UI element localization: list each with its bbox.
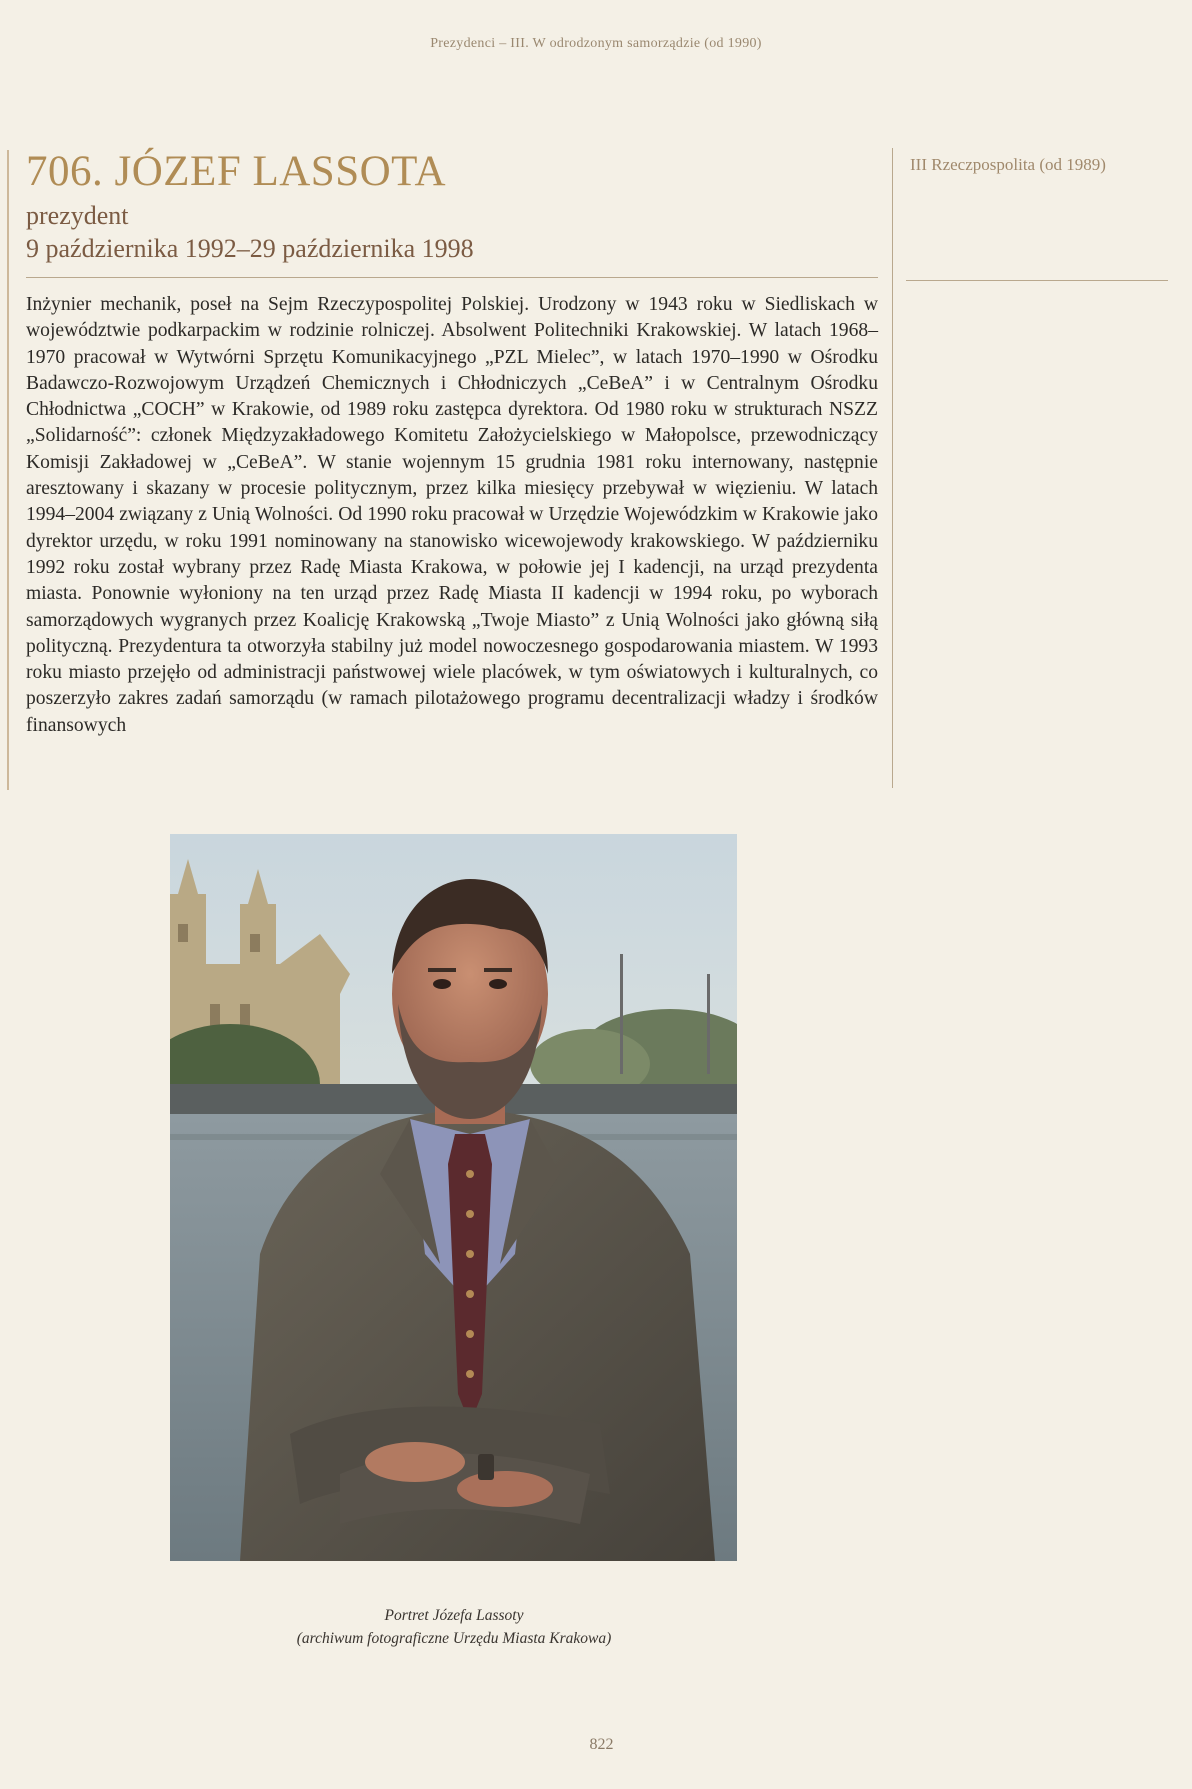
section-label-rule bbox=[906, 280, 1168, 281]
entry-title: 706. JÓZEF LASSOTA bbox=[26, 148, 447, 195]
column-divider bbox=[892, 148, 893, 788]
title-underline bbox=[26, 277, 878, 278]
portrait-photo bbox=[170, 834, 737, 1561]
biography-text: Inżynier mechanik, poseł na Sejm Rzeczypospolitej Polskiej. Urodzony w 1943 roku w Siedliskach w województwie podkarpackim w rodzinie rolniczej. Absolwent Politechniki Krakowskiej. W latach 1968–1970 pracował w Wytwórni Sprzętu Komunikacyjnego „PZL Mielec”, w latach 1970–1990 w Ośrodku Badawczo-Rozwojowym Urządzeń Chemicznych i Chłodniczych „CeBeA” i w Centralnym Ośrodku Chłodnictwa „COCH” w Krakowie, od 1989 roku zastępca dyrektora. Od 1980 roku w strukturach NSZZ „Solidarność”: członek Międzyzakładowego Komitetu Założycielskiego w Małopolsce, przewodniczący Komisji Zakładowej w „CeBeA”. W stanie wojennym 15 grudnia 1981 roku internowany, następnie aresztowany i skazany w procesie politycznym, przez kilka miesięcy przebywał w więzieniu. W latach 1994–2004 związany z Unią Wolności. Od 1990 roku pracował w Urzędzie Wojewódzkim w Krakowie jako dyrektor urzędu, w roku 1991 nominowany na stanowisko wicewojewody krakowskiego. W październiku 1992 roku został wybrany przez Radę Miasta Krakowa, w połowie jej I kadencji, na urząd prezydenta miasta. Ponownie wyłoniony na ten urząd przez Radę Miasta II kadencji w 1994 roku, po wyborach samorządowych wygranych przez Koalicję Krakowską „Twoje Miasto” z Unią Wolności jako główną siłą polityczną. Prezydentura ta otworzyła stabilny już model nowoczesnego gospodarowania miastem. W 1993 roku miasto przejęło od administracji państwowej wiele placówek, w tym oświatowych i kulturalnych, co poszerzyło zakres zadań samorządu (w ramach pilotażowego programu decentralizacji władzy i środków finansowych bbox=[26, 294, 878, 736]
left-margin-rule bbox=[7, 150, 9, 790]
figure-caption bbox=[0, 1604, 908, 1650]
caption-line-1: Portret Józefa Lassoty bbox=[384, 1607, 524, 1624]
entry-term-dates: 9 października 1992–29 października 1998 bbox=[26, 234, 474, 263]
entry-role: prezydent bbox=[26, 201, 129, 230]
section-label: III Rzeczpospolita (od 1989) bbox=[910, 155, 1106, 174]
page-number: 822 bbox=[589, 1736, 614, 1753]
running-header: Prezydenci – III. W odrodzonym samorządzie (od 1990) bbox=[430, 36, 762, 51]
caption-line-2: (archiwum fotograficzne Urzędu Miasta Krakowa) bbox=[296, 1630, 612, 1647]
